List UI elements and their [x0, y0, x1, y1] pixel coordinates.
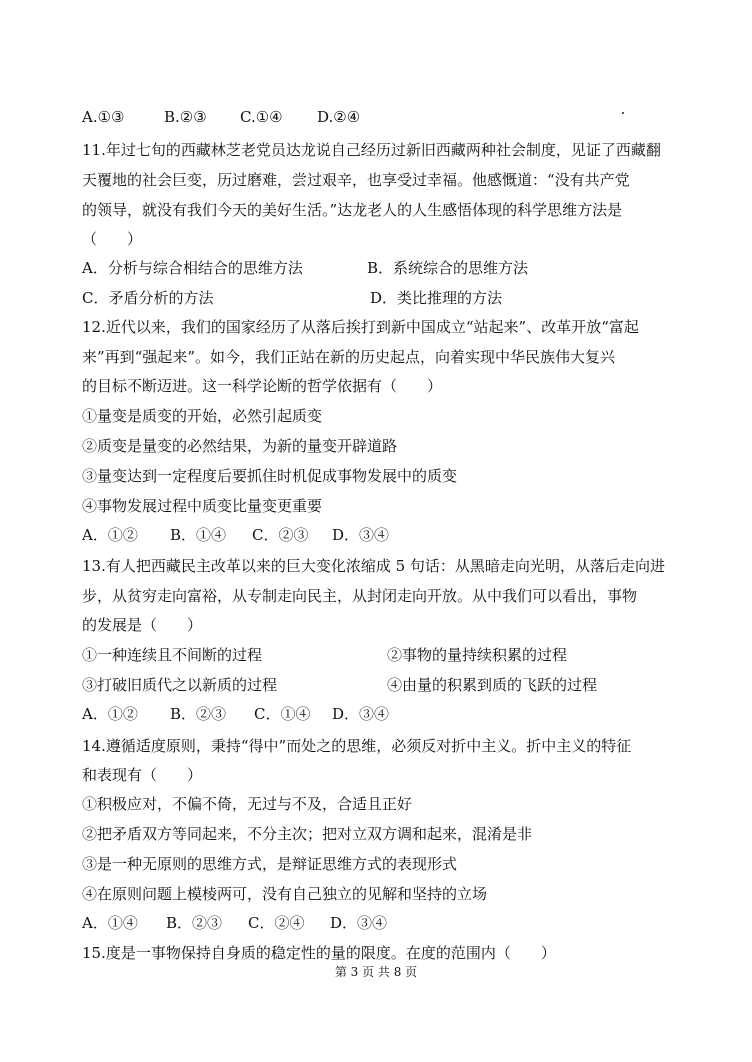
question-14-item-3: ③是一种无原则的思维方式，是辩证思维方式的表现形式 — [82, 855, 458, 873]
answer-option-d: D．③④ — [332, 705, 390, 723]
answer-option-a: A．①② — [82, 526, 138, 544]
question-13-line-2: 步，从贫穷走向富裕，从专制走向民主，从封闭走向开放。从中我们可以看出，事物 — [82, 587, 638, 605]
question-13-item-1: ①一种连续且不间断的过程 — [82, 646, 263, 664]
question-13-line-1: 13.有人把西藏民主改革以来的巨大变化浓缩成 5 句话：从黑暗走向光明，从落后走向进 — [82, 557, 665, 575]
question-11-line-4: （ ） — [82, 230, 143, 248]
question-13-item-4: ④由量的积累到质的飞跃的过程 — [387, 676, 598, 694]
question-11-line-1: 11.年过七旬的西藏林芝老党员达龙说自己经历过新旧西藏两种社会制度，见证了西藏翻 — [82, 141, 661, 159]
question-14-line-2: 和表现有（ ） — [82, 766, 203, 784]
answer-option-a: A．①④ — [82, 914, 138, 932]
question-12-item-2: ②质变是量变的必然结果，为新的量变开辟道路 — [82, 437, 398, 455]
question-12-line-2: 来”再到“强起来”。如今，我们正站在新的历史起点，向着实现中华民族伟大复兴 — [82, 348, 616, 366]
option-d: D．类比推理的方法 — [370, 289, 503, 307]
question-14-item-2: ②把矛盾双方等同起来，不分主次；把对立双方调和起来，混淆是非 — [82, 825, 533, 843]
answer-option-d: D.②④ — [317, 108, 361, 126]
page-footer: 第 3 页 共 8 页 — [334, 965, 418, 979]
answer-option-c: C.①④ — [240, 108, 283, 126]
question-12-line-3: 的目标不断迈进。这一科学论断的哲学依据有（ ） — [82, 377, 443, 395]
answer-option-b: B．②③ — [166, 914, 223, 932]
answer-option-d: D．③④ — [330, 914, 388, 932]
question-13-item-2: ②事物的量持续积累的过程 — [387, 646, 568, 664]
answer-option-b: B．①④ — [170, 526, 227, 544]
question-15-line-1: 15.度是一事物保持自身质的稳定性的量的限度。在度的范围内（ ） — [82, 944, 556, 962]
question-11-line-2: 天覆地的社会巨变，历过磨难，尝过艰辛，也享受过幸福。他感慨道：“没有共产党 — [82, 171, 630, 189]
question-11-line-3: 的领导，就没有我们今天的美好生活。”达龙老人的人生感悟体现的科学思维方法是 — [82, 201, 623, 219]
question-13-item-3: ③打破旧质代之以新质的过程 — [82, 676, 278, 694]
question-13-line-3: 的发展是（ ） — [82, 616, 203, 634]
question-12-line-1: 12.近代以来，我们的国家经历了从落后挨打到新中国成立“站起来”、改革开放“富起 — [82, 318, 639, 336]
question-12-item-3: ③量变达到一定程度后要抓住时机促成事物发展中的质变 — [82, 467, 458, 485]
option-c: C．矛盾分析的方法 — [82, 289, 214, 307]
answer-option-a: A.①③ — [82, 108, 125, 126]
answer-option-d: D．③④ — [332, 526, 390, 544]
answer-option-c: C．②③ — [252, 526, 309, 544]
answer-option-b: B．②③ — [170, 705, 227, 723]
question-14-line-1: 14.遵循适度原则，秉持“得中”而处之的思维，必须反对折中主义。折中主义的特征 — [82, 737, 632, 755]
option-b: B．系统综合的思维方法 — [367, 259, 529, 277]
answer-option-c: C．②④ — [248, 914, 305, 932]
question-14-item-4: ④在原则问题上模棱两可，没有自己独立的见解和坚持的立场 — [82, 885, 488, 903]
question-14-item-1: ①积极应对，不偏不倚，无过与不及，合适且正好 — [82, 795, 413, 813]
stray-dot — [622, 112, 624, 114]
answer-option-c: C．①④ — [254, 705, 311, 723]
question-12-item-1: ①量变是质变的开始，必然引起质变 — [82, 407, 323, 425]
answer-option-a: A．①② — [82, 705, 138, 723]
answer-option-b: B.②③ — [164, 108, 207, 126]
option-a: A．分析与综合相结合的思维方法 — [82, 259, 303, 277]
question-12-item-4: ④事物发展过程中质变比量变更重要 — [82, 497, 323, 515]
